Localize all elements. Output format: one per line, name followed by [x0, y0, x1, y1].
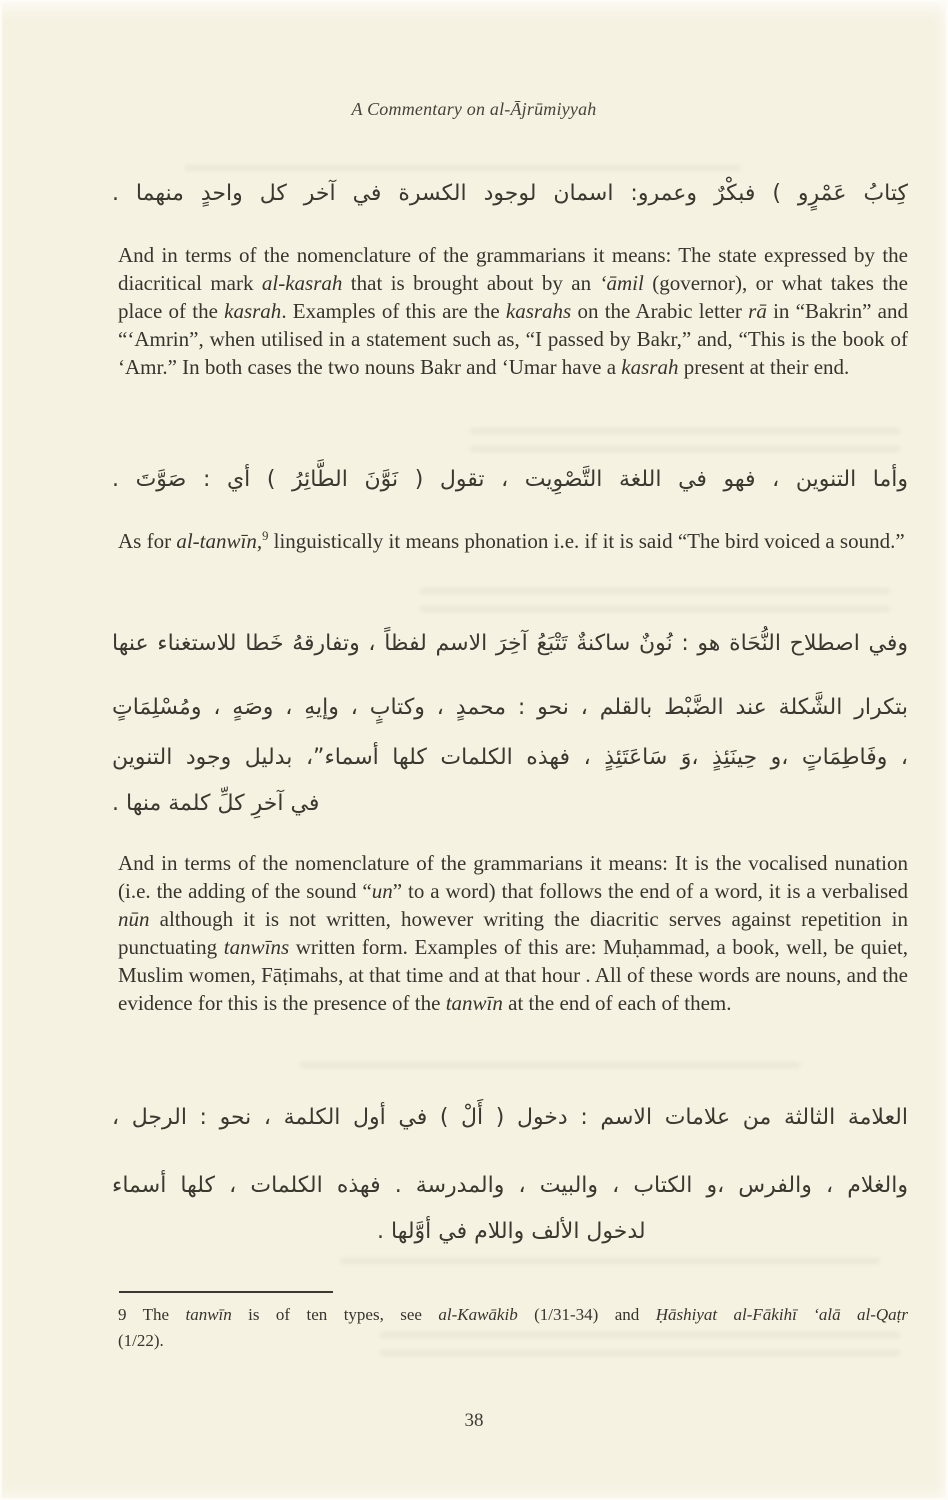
- english-paragraph-kasrah: And in terms of the nomenclature of the grammarians it means: The state expressed by the diacritical mark al-kasrah that is brought about by an ‘āmil (governor), or what takes the place of the kasrah. Examples of this are the kasrahs on the Arabic letter rā in “Bakrin” and “‘Amrin”, when utilised in a statement such as, “I passed by Bakr,” and, “This is the book of ‘Amr.” In both cases the two nouns Bakr and ‘Umar have a kasrah present at their end.: [118, 243, 909, 379]
- running-header: A Commentary on al-Ājrūmiyyah: [351, 99, 597, 119]
- arabic-matn-line: كِتابُ عَمْرٍو ) فبكْرٌ وعمرو: اسمان لوجود الكسرة في آخر كل واحدٍ منهما .: [112, 181, 908, 206]
- footnote: [118, 1302, 908, 1354]
- footnote-line: 9 The tanwīn is of ten types, see al-Kawākib (1/31-34) and Ḥāshiyat al-Fākihī ‘alā al-Qaṭr: [118, 1305, 909, 1324]
- english-paragraph-tanwin-terminology: And in terms of the nomenclature of the grammarians it means: It is the vocalised nunation (i.e. the adding of the sound “un” to a word) that follows the end of a word, it is a verbalised nūn although it is not written, however writing the diacritic serves against repetition in punctuating tanwīns written form. Examples of this are: Muḥammad, a book, well, be quiet, Muslim women, Fāṭimahs, at that time and at that hour . All of these words are nouns, and the evidence for this is the presence of the tanwīn at the end of each of them.: [118, 851, 908, 1015]
- arabic-line: في آخرِ كلِّ كلمة منها .: [112, 791, 320, 816]
- arabic-line: العلامة الثالثة من علامات الاسم : دخول ( أَلْ ) في أول الكلمة ، نحو : الرجل ،: [112, 1105, 908, 1130]
- arabic-line: والغلام ، والفرس ،و الكتاب ، والبيت ، والمدرسة . فهذه الكلمات ، كلها أسماء: [112, 1173, 908, 1198]
- arabic-line: لدخول الألف واللام في أوَّلها .: [377, 1219, 646, 1244]
- footnote-separator: [119, 1291, 333, 1293]
- arabic-tanwin-definition-line: وأما التنوين ، فهو في اللغة التَّصْوِيت ، تقول ( نَوَّنَ الطَّائِرُ ) أي : صَوَّتَ .: [112, 467, 908, 492]
- english-paragraph-tanwin-linguistic: As for al-tanwīn,$^9$ linguistically it means phonation i.e. if it is said “The bird voiced a sound.”: [118, 529, 905, 553]
- arabic-line: ، وفَاطِمَاتٍ ،و حِينَئِذٍ ،وَ سَاعَتَئِذٍ ، فهذه الكلمات كلها أسماء”، بدليل وجود التنوين: [112, 745, 908, 770]
- arabic-line: وفي اصطلاح النُّحَاة هو : نُونٌ ساكنةٌ تَتْبَعُ آخِرَ الاسم لفظاً ، وتفارقهُ خَطا للاستغناء عنها: [112, 631, 908, 656]
- arabic-line: بتكرار الشَّكلة عند الضَّبْط بالقلم ، نحو : محمدٍ ، وكتابٍ ، وإيهِ ، وصَهٍ ، ومُسْلِمَاتٍ: [112, 695, 908, 720]
- page-number: 38: [464, 1410, 484, 1431]
- footnote-line: (1/22).: [118, 1331, 164, 1350]
